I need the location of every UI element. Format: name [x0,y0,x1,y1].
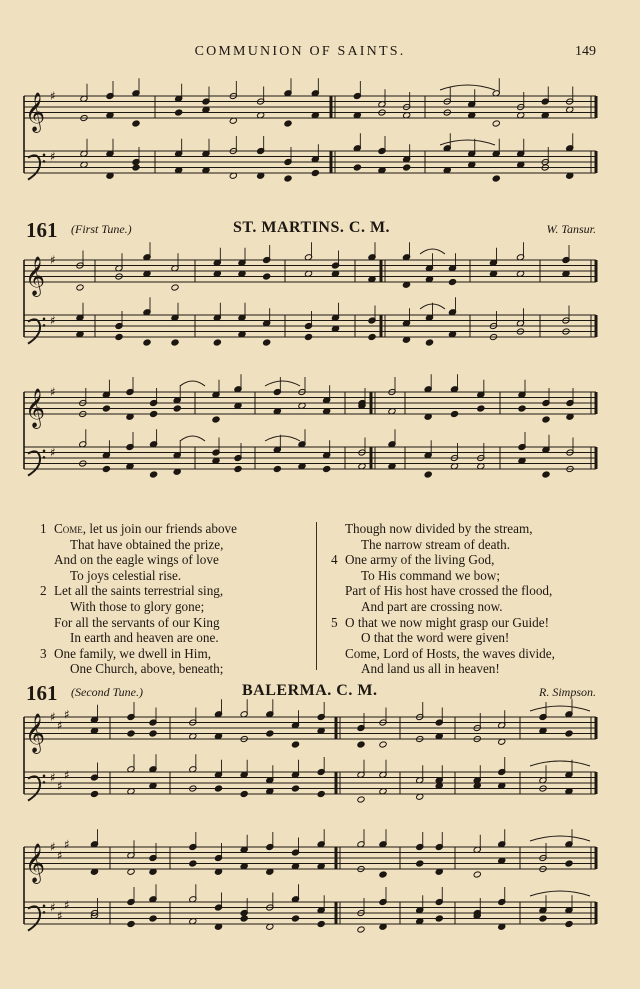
lyric-line: That have obtained the prize, [70,536,224,552]
lyrics-left-column [40,521,312,677]
svg-text:♯: ♯ [57,718,63,733]
svg-text:♯: ♯ [50,313,56,328]
lyric-line: 4 One army of the living God, [331,552,495,568]
svg-text:♯: ♯ [64,837,70,852]
svg-text:𝄞: 𝄞 [25,256,46,296]
page-number: 149 [575,44,596,59]
lyric-line: For all the servants of our King [54,614,220,630]
lyric-line: One Church, above, beneath; [70,661,224,677]
tune1-hymn-number: 161 [26,218,58,242]
svg-text:𝄞: 𝄞 [25,843,46,883]
lyric-line: And part are crossing now. [361,598,503,614]
lyrics-right-column [331,521,631,677]
music-system-top [0,84,640,204]
lyric-line: The narrow stream of death. [361,536,511,552]
svg-text:♯: ♯ [50,710,56,724]
svg-text:♯: ♯ [50,840,56,854]
svg-text:♯: ♯ [50,445,56,460]
svg-text:♯: ♯ [57,848,63,863]
svg-text:♯: ♯ [50,770,56,785]
tune2-name: BALERMA. C. M. [242,682,378,699]
page-header-title: COMMUNION OF SAINTS. [194,44,406,59]
lyric-line: And land us all in heaven! [361,661,500,677]
svg-text:♯: ♯ [50,253,56,267]
svg-text:♯: ♯ [64,767,70,782]
svg-text:𝄞: 𝄞 [25,388,46,428]
lyric-line: To His command we bow; [361,567,500,583]
svg-text:♯: ♯ [50,89,56,103]
lyric-line: 2 Let all the saints terrestrial sing, [40,583,224,599]
lyric-line: With those to glory gone; [70,598,205,614]
lyric-line: In earth and heaven are one. [70,630,219,646]
lyric-line: Part of His host have crossed the flood, [345,583,553,599]
lyric-line: Come, Lord of Hosts, the waves divide, [345,645,555,661]
music-system-tune2-b [0,830,640,980]
svg-text:♯: ♯ [50,385,56,399]
tune1-subtitle: (First Tune.) [71,222,132,236]
lyric-line: To joys celestial rise. [70,567,182,583]
tune1-composer: W. Tansur. [546,222,596,236]
lyric-line: 3 One family, we dwell in Him, [40,645,211,661]
svg-text:𝄞: 𝄞 [25,92,46,132]
lyric-line: 5 O that we now might grasp our Guide! [331,614,550,630]
music-system-tune2-a [0,700,640,830]
svg-text:♯: ♯ [50,900,56,915]
music-system-tune1-b [0,376,640,511]
lyric-line: O that the word were given! [361,630,510,646]
svg-text:♯: ♯ [50,149,56,164]
tune2-subtitle: (Second Tune.) [71,685,143,699]
tune2-composer: R. Simpson. [539,685,596,699]
tune1-name: ST. MARTINS. C. M. [233,219,391,236]
svg-text:♯: ♯ [64,707,70,722]
lyric-line: Though now divided by the stream, [345,521,533,536]
lyric-line: 1 Come, let us join our friends above [40,521,237,536]
svg-text:♯: ♯ [57,908,63,923]
music-system-tune1-a [0,242,640,377]
svg-text:♯: ♯ [57,778,63,793]
lyrics-divider [316,522,317,670]
tune2-hymn-number: 161 [26,681,58,705]
lyric-line: And on the eagle wings of love [54,552,219,568]
svg-text:♯: ♯ [64,897,70,912]
svg-text:𝄞: 𝄞 [25,713,46,753]
